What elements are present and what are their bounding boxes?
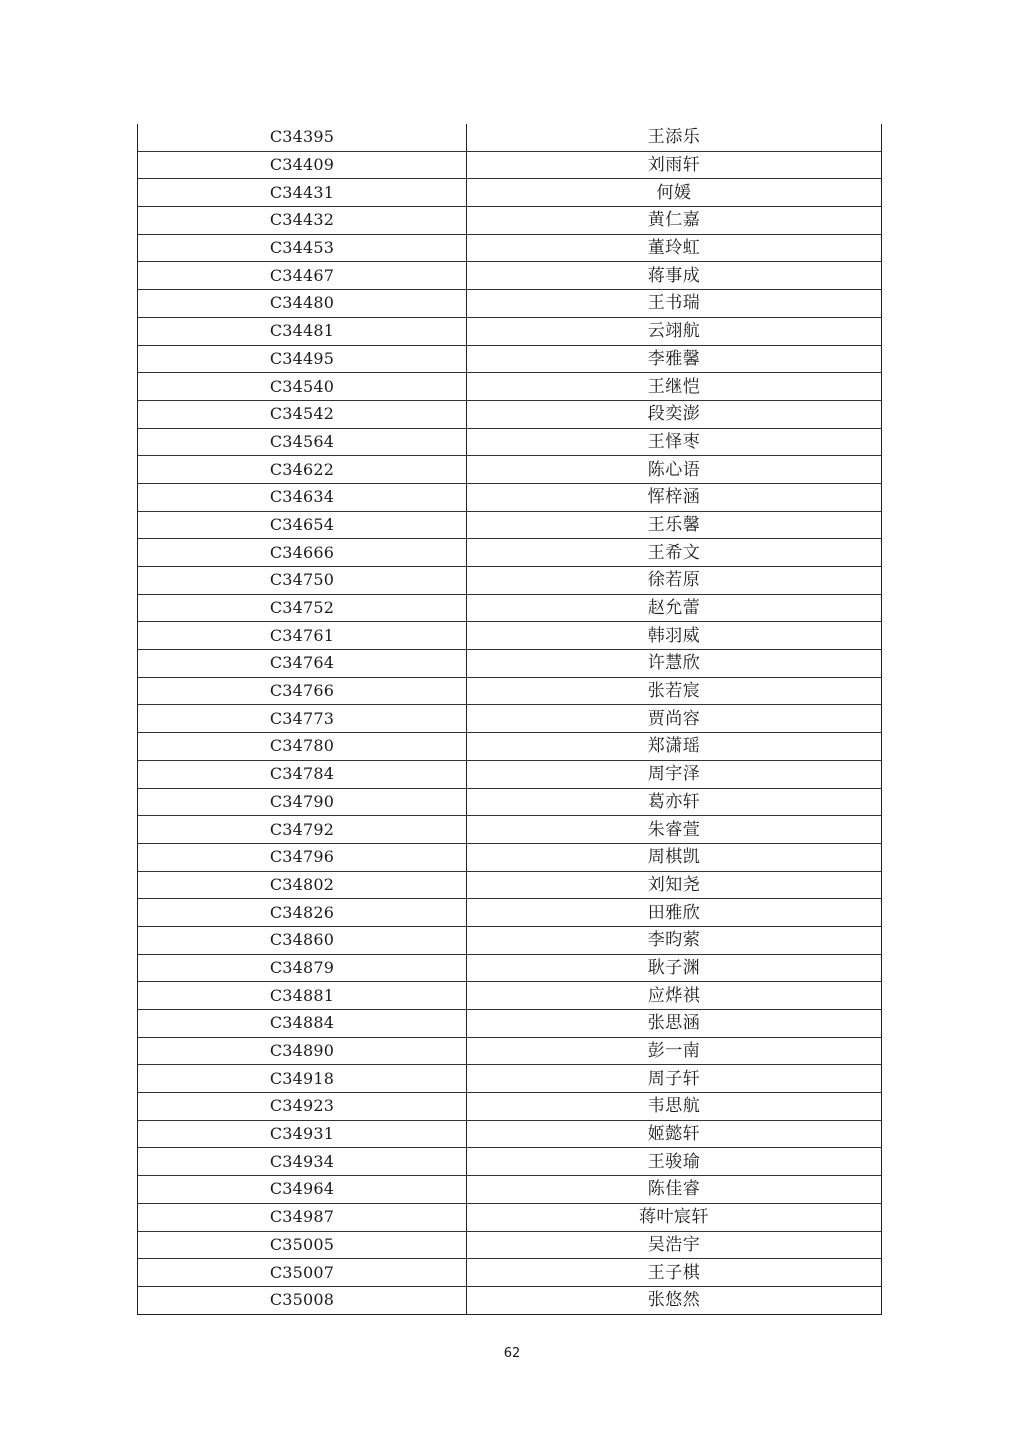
candidate-name-cell: 王继恺: [467, 373, 882, 401]
candidate-id-cell: C34964: [138, 1176, 467, 1204]
table-row: [138, 262, 882, 290]
candidate-name-cell: 张悠然: [467, 1286, 882, 1314]
candidate-name-cell: 张思涵: [467, 1010, 882, 1038]
candidate-id-cell: C34987: [138, 1203, 467, 1231]
table-row: [138, 317, 882, 345]
table-row: [138, 1010, 882, 1038]
candidate-id-cell: C34879: [138, 954, 467, 982]
table-row: [138, 1037, 882, 1065]
table-row: [138, 677, 882, 705]
table-row: [138, 207, 882, 235]
candidate-id-cell: C34395: [138, 124, 467, 151]
candidate-name-cell: 刘雨轩: [467, 151, 882, 179]
candidate-name-cell: 王希文: [467, 539, 882, 567]
candidate-id-cell: C35008: [138, 1286, 467, 1314]
candidate-name-cell: 蒋事成: [467, 262, 882, 290]
table-row: [138, 456, 882, 484]
candidate-name-cell: 王添乐: [467, 124, 882, 151]
candidate-id-cell: C34467: [138, 262, 467, 290]
candidate-name-cell: 朱睿萱: [467, 816, 882, 844]
candidate-name-cell: 王书瑞: [467, 290, 882, 318]
candidate-id-cell: C34666: [138, 539, 467, 567]
candidate-id-cell: C34884: [138, 1010, 467, 1038]
table-row: [138, 345, 882, 373]
candidate-id-cell: C35005: [138, 1231, 467, 1259]
candidate-id-cell: C34931: [138, 1120, 467, 1148]
candidate-name-cell: 王骏瑜: [467, 1148, 882, 1176]
table-row: [138, 234, 882, 262]
candidate-name-cell: 周棋凯: [467, 843, 882, 871]
candidate-name-cell: 董玲虹: [467, 234, 882, 262]
candidate-name-cell: 赵允蕾: [467, 594, 882, 622]
table-row: [138, 373, 882, 401]
candidate-name-cell: 恽梓涵: [467, 483, 882, 511]
table-row: [138, 1148, 882, 1176]
table-row: [138, 816, 882, 844]
candidate-id-cell: C34542: [138, 400, 467, 428]
table-row: [138, 733, 882, 761]
candidate-id-cell: C34453: [138, 234, 467, 262]
candidate-id-cell: C34792: [138, 816, 467, 844]
candidate-name-cell: 彭一南: [467, 1037, 882, 1065]
table-row: [138, 1065, 882, 1093]
table-row: [138, 151, 882, 179]
candidate-id-cell: C34934: [138, 1148, 467, 1176]
table-row: [138, 567, 882, 595]
candidate-id-cell: C34750: [138, 567, 467, 595]
candidate-id-cell: C34802: [138, 871, 467, 899]
table-row: [138, 179, 882, 207]
candidate-id-cell: C34881: [138, 982, 467, 1010]
candidate-id-cell: C34540: [138, 373, 467, 401]
candidate-name-cell: 刘知尧: [467, 871, 882, 899]
table-row: [138, 1259, 882, 1287]
candidate-id-cell: C34826: [138, 899, 467, 927]
page-number: 62: [503, 1346, 521, 1361]
table-row: [138, 650, 882, 678]
table-row: [138, 124, 882, 151]
candidate-name-cell: 周宇泽: [467, 760, 882, 788]
table-row: [138, 1231, 882, 1259]
table-row: [138, 400, 882, 428]
table-row: [138, 954, 882, 982]
table-row: [138, 1176, 882, 1204]
candidate-name-cell: 陈心语: [467, 456, 882, 484]
table-row: [138, 899, 882, 927]
candidate-id-cell: C34564: [138, 428, 467, 456]
table-row: [138, 871, 882, 899]
table-row: [138, 843, 882, 871]
candidate-name-cell: 云翊航: [467, 317, 882, 345]
table-row: [138, 290, 882, 318]
candidate-id-cell: C34432: [138, 207, 467, 235]
candidate-name-cell: 蒋叶宸轩: [467, 1203, 882, 1231]
candidate-id-cell: C34918: [138, 1065, 467, 1093]
candidate-name-cell: 耿子渊: [467, 954, 882, 982]
candidate-id-cell: C34752: [138, 594, 467, 622]
roster-table: [137, 124, 882, 1315]
candidate-name-cell: 姬懿轩: [467, 1120, 882, 1148]
candidate-name-cell: 张若宸: [467, 677, 882, 705]
roster-table-body: [138, 124, 882, 1314]
candidate-name-cell: 黄仁嘉: [467, 207, 882, 235]
table-row: [138, 511, 882, 539]
candidate-name-cell: 郑潇瑶: [467, 733, 882, 761]
candidate-id-cell: C34634: [138, 483, 467, 511]
candidate-name-cell: 何媛: [467, 179, 882, 207]
candidate-id-cell: C34480: [138, 290, 467, 318]
candidate-name-cell: 葛亦轩: [467, 788, 882, 816]
candidate-id-cell: C34773: [138, 705, 467, 733]
candidate-name-cell: 贾尚容: [467, 705, 882, 733]
candidate-id-cell: C34764: [138, 650, 467, 678]
table-row: [138, 594, 882, 622]
table-row: [138, 926, 882, 954]
table-row: [138, 428, 882, 456]
candidate-id-cell: C34890: [138, 1037, 467, 1065]
candidate-id-cell: C34796: [138, 843, 467, 871]
table-row: [138, 539, 882, 567]
candidate-id-cell: C34431: [138, 179, 467, 207]
table-row: [138, 622, 882, 650]
candidate-name-cell: 应烨祺: [467, 982, 882, 1010]
candidate-name-cell: 段奕澎: [467, 400, 882, 428]
candidate-name-cell: 李昀萦: [467, 926, 882, 954]
candidate-id-cell: C34790: [138, 788, 467, 816]
candidate-id-cell: C34654: [138, 511, 467, 539]
candidate-id-cell: C34622: [138, 456, 467, 484]
candidate-id-cell: C34780: [138, 733, 467, 761]
table-row: [138, 483, 882, 511]
candidate-name-cell: 陈佳睿: [467, 1176, 882, 1204]
candidate-name-cell: 王怿枣: [467, 428, 882, 456]
candidate-id-cell: C34761: [138, 622, 467, 650]
candidate-name-cell: 许慧欣: [467, 650, 882, 678]
candidate-name-cell: 周子轩: [467, 1065, 882, 1093]
table-row: [138, 982, 882, 1010]
candidate-id-cell: C34766: [138, 677, 467, 705]
candidate-name-cell: 韩羽威: [467, 622, 882, 650]
table-row: [138, 1120, 882, 1148]
table-row: [138, 788, 882, 816]
candidate-id-cell: C34860: [138, 926, 467, 954]
candidate-name-cell: 徐若原: [467, 567, 882, 595]
candidate-name-cell: 田雅欣: [467, 899, 882, 927]
table-row: [138, 1093, 882, 1121]
candidate-name-cell: 吴浩宇: [467, 1231, 882, 1259]
candidate-id-cell: C35007: [138, 1259, 467, 1287]
table-row: [138, 1286, 882, 1314]
table-row: [138, 1203, 882, 1231]
candidate-id-cell: C34409: [138, 151, 467, 179]
candidate-id-cell: C34481: [138, 317, 467, 345]
table-row: [138, 705, 882, 733]
candidate-id-cell: C34784: [138, 760, 467, 788]
table-row: [138, 760, 882, 788]
candidate-name-cell: 王乐馨: [467, 511, 882, 539]
candidate-name-cell: 韦思航: [467, 1093, 882, 1121]
candidate-id-cell: C34495: [138, 345, 467, 373]
candidate-name-cell: 王子棋: [467, 1259, 882, 1287]
candidate-id-cell: C34923: [138, 1093, 467, 1121]
candidate-name-cell: 李雅馨: [467, 345, 882, 373]
